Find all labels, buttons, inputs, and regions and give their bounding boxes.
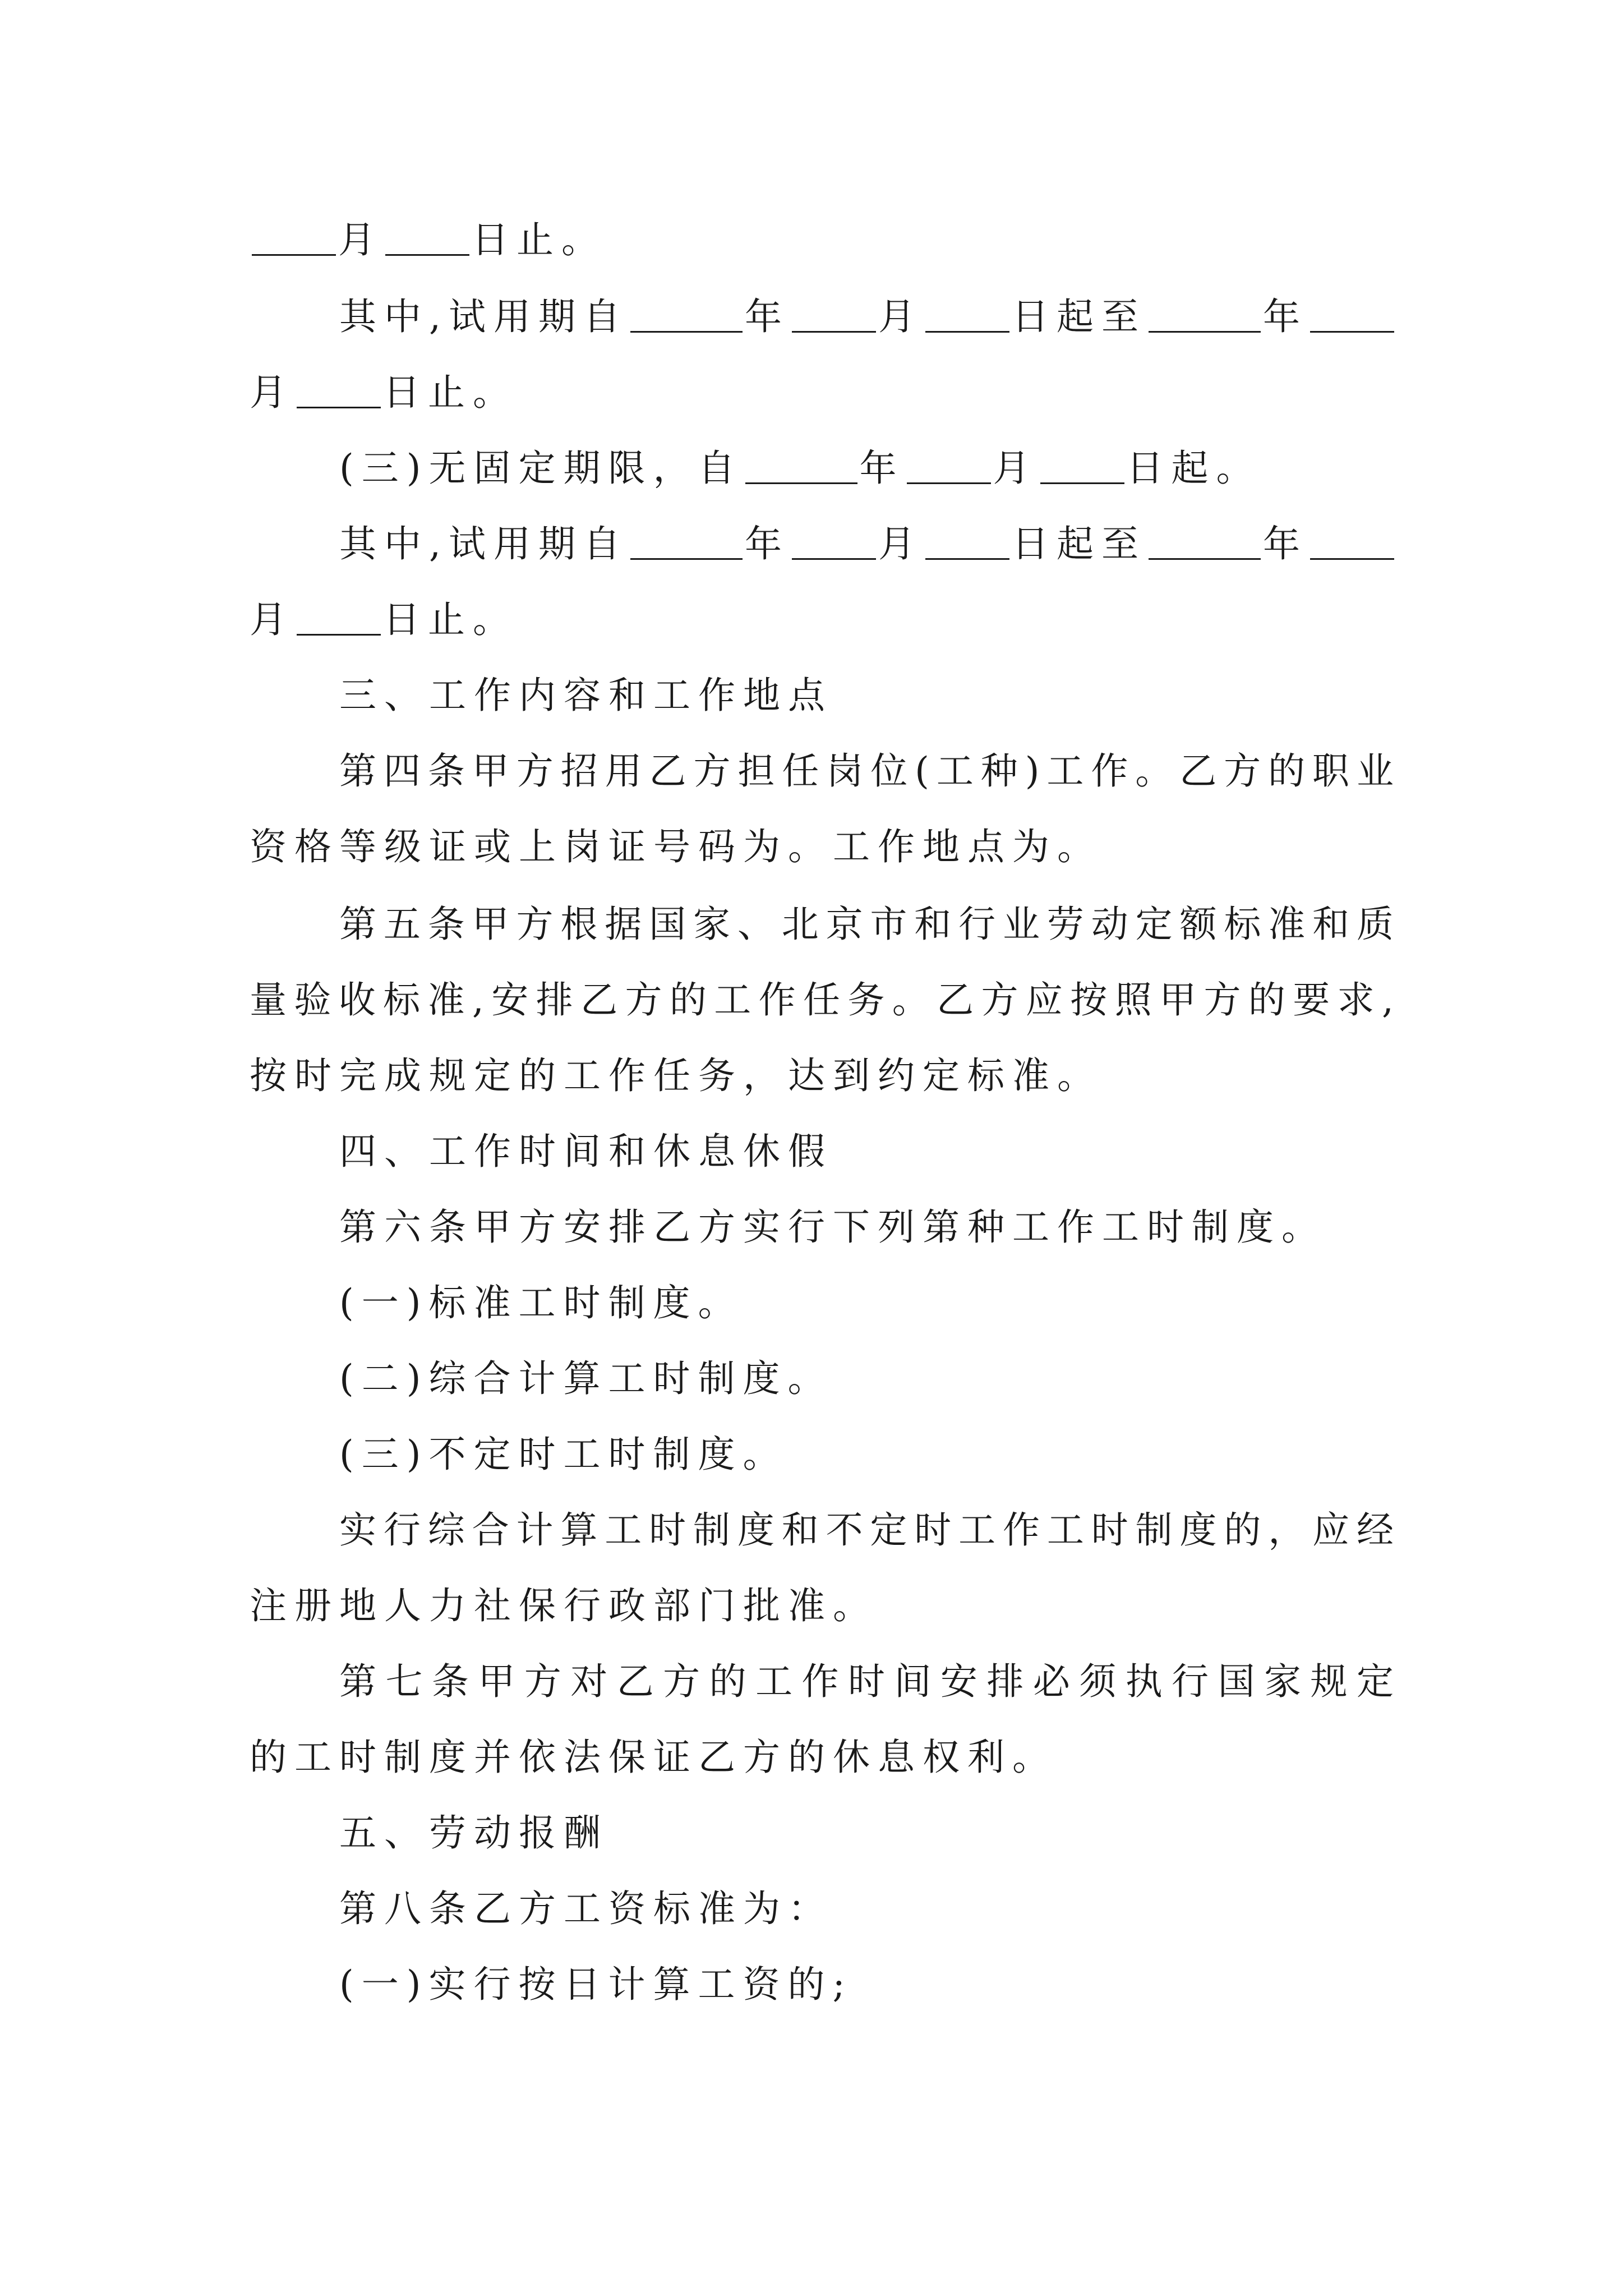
open-ended-term-line bbox=[339, 438, 1394, 499]
section-5-heading: 五、劳动报酬 bbox=[339, 1811, 608, 1855]
day-end-label: 日止。 bbox=[472, 218, 606, 261]
blank-day-field[interactable] bbox=[385, 220, 469, 256]
article-5-line-2: 量验收标准,安排乙方的工作任务。乙方应按照甲方的要求, bbox=[250, 978, 1394, 1022]
probation-prefix: 其中,试用期自 bbox=[339, 295, 628, 338]
article-4-line-1: 第四条甲方招用乙方担任岗位(工种)工作。乙方的职业 bbox=[339, 749, 1394, 793]
contract-term-end-line bbox=[250, 209, 1394, 271]
article-5-line-3: 按时完成规定的工作任务，达到约定标准。 bbox=[250, 1054, 1102, 1097]
article-8: 第八条乙方工资标准为： bbox=[339, 1887, 833, 1930]
probation-period-line bbox=[339, 286, 1394, 348]
section-4-heading: 四、工作时间和休息休假 bbox=[339, 1130, 833, 1173]
article-4-line-2: 资格等级证或上岗证号码为。工作地点为。 bbox=[250, 825, 1102, 868]
year-label: 年 bbox=[1262, 295, 1308, 338]
month-label: 月 bbox=[250, 598, 294, 641]
article-5-line-1: 第五条甲方根据国家、北京市和行业劳动定额标准和质 bbox=[339, 903, 1394, 946]
blank-year-field[interactable] bbox=[630, 524, 743, 560]
month-label: 月 bbox=[878, 295, 923, 338]
probation-end-line-2 bbox=[250, 589, 1394, 651]
year-label: 年 bbox=[744, 295, 790, 338]
pay-option-1: (一)实行按日计算工资的; bbox=[339, 1963, 853, 2006]
probation-period-line-2 bbox=[339, 513, 1394, 575]
blank-year-field[interactable] bbox=[1149, 297, 1261, 333]
note-line-2: 注册地人力社保行政部门批准。 bbox=[250, 1584, 878, 1627]
probation-end-line bbox=[250, 362, 1394, 424]
month-label: 月 bbox=[338, 218, 383, 261]
month-label: 月 bbox=[993, 447, 1038, 490]
blank-day-field[interactable] bbox=[297, 373, 381, 408]
option-2: (二)综合计算工时制度。 bbox=[339, 1357, 833, 1400]
day-end-label: 日止。 bbox=[383, 371, 518, 414]
blank-year-field[interactable] bbox=[1149, 524, 1261, 560]
note-line-1: 实行综合计算工时制度和不定时工作工时制度的，应经 bbox=[339, 1508, 1394, 1552]
blank-month-field[interactable] bbox=[907, 449, 991, 484]
day-start-label: 日起。 bbox=[1126, 447, 1261, 490]
blank-month-field[interactable] bbox=[1310, 524, 1394, 560]
article-6: 第六条甲方安排乙方实行下列第种工作工时制度。 bbox=[339, 1205, 1326, 1249]
year-label: 年 bbox=[1262, 522, 1308, 565]
blank-day-field[interactable] bbox=[925, 297, 1009, 333]
blank-year-field[interactable] bbox=[745, 449, 857, 484]
blank-day-field[interactable] bbox=[1040, 449, 1124, 484]
month-label: 月 bbox=[878, 522, 923, 565]
blank-day-field[interactable] bbox=[925, 524, 1009, 560]
year-label: 年 bbox=[744, 522, 790, 565]
option-1: (一)标准工时制度。 bbox=[339, 1281, 743, 1324]
article-7-line-1: 第七条甲方对乙方的工作时间安排必须执行国家规定 bbox=[339, 1660, 1394, 1703]
blank-day-field[interactable] bbox=[297, 600, 381, 636]
day-end-label: 日止。 bbox=[383, 598, 518, 641]
probation-prefix: 其中,试用期自 bbox=[339, 522, 628, 565]
day-start-to-label: 日起至 bbox=[1011, 295, 1146, 338]
article-7-line-2: 的工时制度并依法保证乙方的休息权利。 bbox=[250, 1736, 1057, 1779]
blank-month-field[interactable] bbox=[792, 297, 876, 333]
blank-month-field[interactable] bbox=[792, 524, 876, 560]
year-label: 年 bbox=[859, 447, 905, 490]
blank-month-field[interactable] bbox=[252, 220, 336, 256]
day-start-to-label: 日起至 bbox=[1011, 522, 1146, 565]
month-label: 月 bbox=[250, 371, 294, 414]
option-3: (三)不定时工时制度。 bbox=[339, 1433, 788, 1476]
open-ended-prefix: (三)无固定期限，自 bbox=[339, 447, 743, 490]
blank-year-field[interactable] bbox=[630, 297, 743, 333]
blank-month-field[interactable] bbox=[1310, 297, 1394, 333]
section-3-heading: 三、工作内容和工作地点 bbox=[339, 674, 833, 717]
